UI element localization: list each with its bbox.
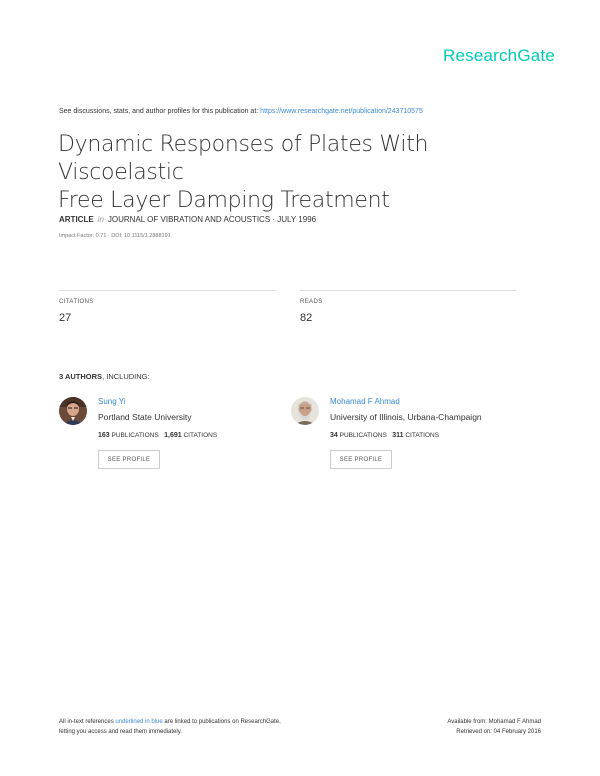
researchgate-logo[interactable]: ResearchGate xyxy=(442,46,555,65)
author-citations-count: 1,691 xyxy=(164,432,182,439)
author-publications-label: PUBLICATIONS xyxy=(339,432,387,439)
authors-heading xyxy=(59,372,150,381)
publication-link[interactable]: https://www.researchgate.net/publication/243710575 xyxy=(260,108,423,115)
publication-title xyxy=(58,131,558,215)
footer-left-line-1 xyxy=(59,717,281,727)
impact-factor: Impact Factor: 0.71 · DOI: 10.1115/1.2888191 xyxy=(59,233,171,239)
citations-divider xyxy=(59,290,275,291)
author-name[interactable]: Sung Yi xyxy=(98,397,126,406)
authors-count: 3 AUTHORS xyxy=(59,372,103,381)
see-profile-button[interactable]: SEE PROFILE xyxy=(330,450,392,469)
avatar-photo-icon xyxy=(59,397,87,425)
reads-value: 82 xyxy=(300,312,313,324)
author-stats xyxy=(98,432,217,439)
authors-suffix: , INCLUDING: xyxy=(102,372,150,381)
author-institution: Portland State University xyxy=(98,412,192,422)
discussion-prefix: See discussions, stats, and author profiles for this publication at: xyxy=(59,108,261,115)
author-avatar[interactable] xyxy=(59,397,87,425)
title-line-2: Free Layer Damping Treatment xyxy=(58,188,390,213)
footer-references-note xyxy=(59,717,281,737)
footer-left-suffix: are linked to publications on ResearchGate, xyxy=(162,719,281,725)
author-publications-count: 163 xyxy=(98,432,110,439)
author-institution: University of Illinois, Urbana-Champaign xyxy=(330,412,482,422)
in-text: in xyxy=(97,215,104,224)
reads-label: READS xyxy=(300,299,323,305)
author-avatar[interactable] xyxy=(291,397,319,425)
author-citations-label: CITATIONS xyxy=(183,432,218,439)
citations-label: CITATIONS xyxy=(59,299,94,305)
author-publications-label: PUBLICATIONS xyxy=(111,432,159,439)
journal-name: JOURNAL OF VIBRATION AND ACOUSTICS · JULY 1996 xyxy=(107,215,317,224)
author-publications-count: 34 xyxy=(330,432,338,439)
discussion-notice xyxy=(59,108,423,115)
article-type: ARTICLE xyxy=(59,215,94,224)
footer-left-prefix: All in-text references xyxy=(59,719,116,725)
article-meta xyxy=(59,215,316,224)
author-citations-label: CITATIONS xyxy=(405,432,440,439)
citations-value: 27 xyxy=(59,312,72,324)
avatar-photo-icon xyxy=(291,397,319,425)
author-name[interactable]: Mohamad F Ahmad xyxy=(330,397,400,406)
author-citations-count: 311 xyxy=(392,432,404,439)
author-stats xyxy=(330,432,439,439)
reads-divider xyxy=(300,290,516,291)
footer-underlined-link: underlined in blue xyxy=(115,719,163,725)
see-profile-button[interactable]: SEE PROFILE xyxy=(98,450,160,469)
available-from: Available from: Mohamad F Ahmad xyxy=(447,719,541,725)
footer-left-line-2: letting you access and read them immediately. xyxy=(59,729,182,735)
footer-availability xyxy=(447,717,541,737)
retrieved-on: Retrieved on: 04 February 2016 xyxy=(456,729,541,735)
title-line-1: Dynamic Responses of Plates With Viscoelastic xyxy=(58,132,429,185)
